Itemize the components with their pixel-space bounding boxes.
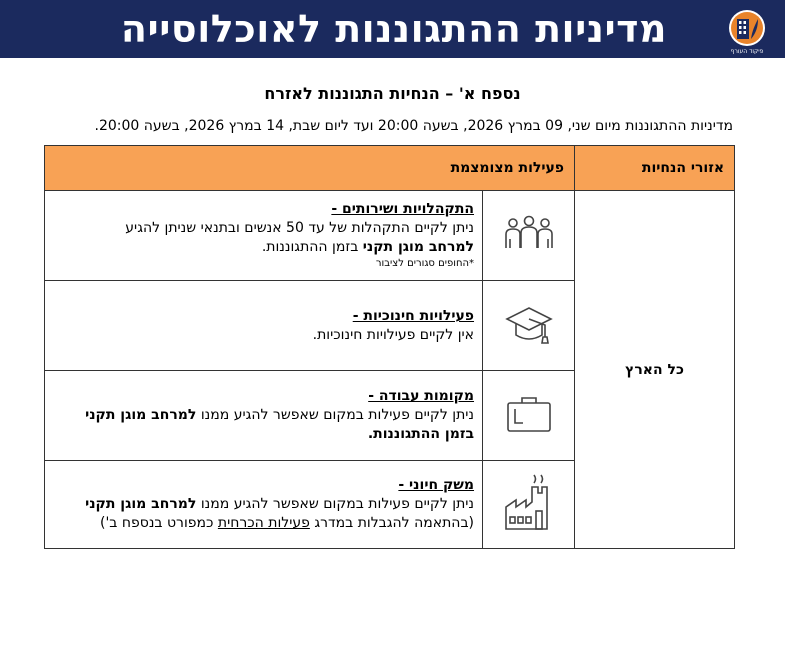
activity-text-part: כמפורט בנספח ב') [99,515,214,531]
svg-text:פיקוד העורף: פיקוד העורף [730,48,764,55]
activity-text [53,495,474,514]
activity-cell-essential-economy [45,461,483,549]
activity-text-part: בזמן ההתגוננות. [261,239,359,255]
briefcase-icon [503,393,555,435]
annex-title: נספח א' – הנחיות התגוננות לאזרח [264,84,521,103]
activity-cell-workplaces [45,371,483,461]
activity-text-part: (בהתאמה להגבלות במדרג [314,515,475,531]
activity-text [53,406,474,444]
icon-cell [483,191,575,281]
beaches-note: *החופים סגורים לציבור [375,258,475,269]
policy-table [44,145,735,549]
region-cell: כל הארץ [575,191,735,549]
icon-cell [483,371,575,461]
factory-icon [501,473,557,533]
activity-text-part: ניתן לקיים התקהלות של עד 50 אנשים ובתנאי שניתן להגיע [125,220,475,236]
protected-space-text: למרחב מוגן תקני [85,496,197,512]
table-row [45,191,735,281]
page-title: מדיניות ההתגוננות לאוכלוסייה [120,7,667,51]
policy-dates: מדיניות ההתגוננות מיום שני, 09 במרץ 2026, בשעה 20:00 ועד ליום שבת, 14 במרץ 2026, בשעה 20:00. [94,118,733,134]
people-group-icon [501,214,557,254]
activity-title: פעילויות חינוכיות - [352,307,475,324]
essential-activity-link: פעילות הכרחית [217,515,310,531]
protected-space-text: למרחב מוגן תקני בזמן ההתגוננות. [85,407,475,442]
home-front-command-logo [722,5,772,55]
icon-cell [483,281,575,371]
graduation-cap-icon [503,301,555,347]
activity-text-part: ניתן לקיים פעילות במקום שאפשר להגיע ממנו [200,496,475,512]
activity-title: מקומות עבודה - [368,388,475,404]
activity-text-part: ניתן לקיים פעילות במקום שאפשר להגיע ממנו [200,407,475,423]
activity-cell-education [45,281,483,371]
column-header-activity: פעילות מצומצמת [45,146,575,191]
activity-note [53,514,474,533]
activity-text: אין לקיים פעילויות חינוכיות. [312,326,475,343]
table-header-row [45,146,735,191]
icon-cell [483,461,575,549]
activity-text [53,219,474,257]
header-bar [0,0,785,58]
protected-space-text: למרחב מוגן תקני [362,239,475,255]
activity-title: משק חיוני - [398,477,475,493]
column-header-regions: אזורי הנחיות [575,146,735,191]
activity-title: התקהלויות ושירותים - [331,201,475,217]
activity-cell-gatherings [45,191,483,281]
